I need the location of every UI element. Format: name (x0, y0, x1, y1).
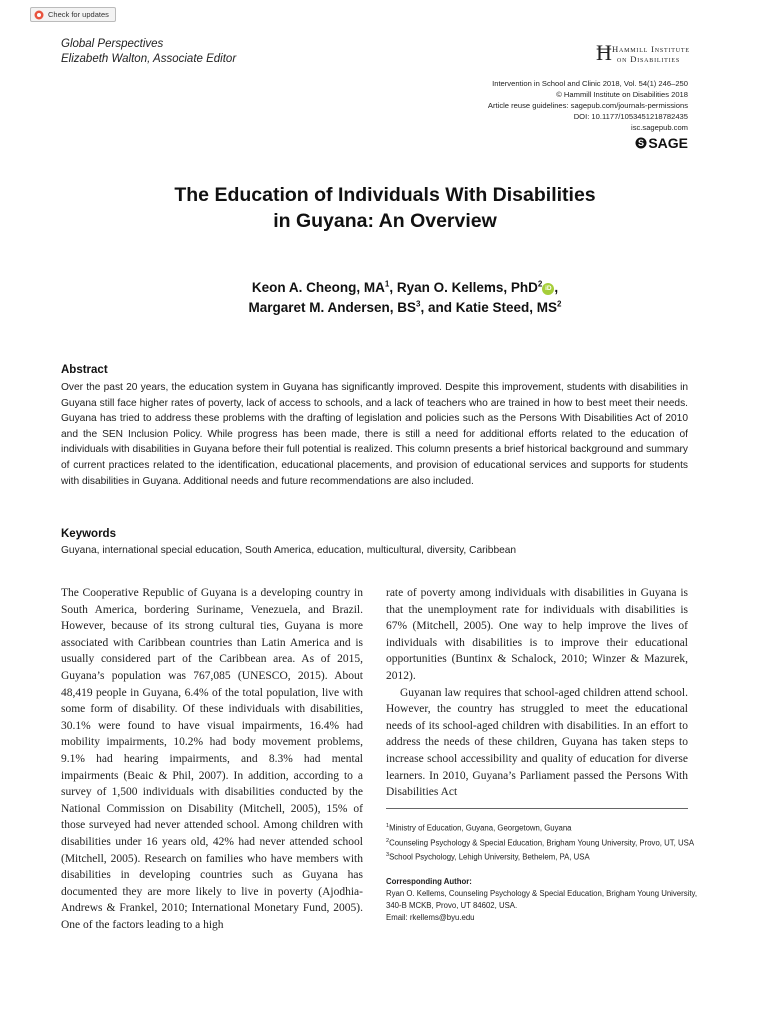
affiliation-sup: 3 (416, 299, 421, 309)
publication-info (488, 78, 688, 133)
affiliation-1 (386, 820, 706, 835)
corresponding-author-heading: Corresponding Author: (386, 876, 472, 886)
body-paragraph: Guyanan law requires that school-aged children attend school. However, the country has struggled to meet the educational needs of its school-aged children with disabilities. In an effort to address the needs of these children, Guyana has taken steps to increase school accessibility and quality of education for diverse learners. In 2010, Guyana’s Parliament passed the Persons With Disabilities Act (386, 686, 688, 799)
author-cheong: Keon A. Cheong, MA (251, 280, 385, 295)
article-title (60, 182, 710, 234)
abstract-text: Over the past 20 years, the education system in Guyana has significantly improved. Despite this improvement, students with disabilities in Guyana still face higher rates of poverty, lack of access to schools, and a lack of teachers who are trained in how to best meet their needs. Guyana has tried to address these problems with the drafting of legislation and policies such as the Persons With Disabilities Act of 2010 and the SEN Inclusion Policy. While progress has been made, there is still a need for additional efforts related to the education of individuals with disabilities in Guyana before their full potential is realized. This column presents a brief historical background and summary of current practices related to the identification, educational placements, and provision of educational services and supports for students with disabilities in Guyana. Additional needs and future recommendations are also included. (61, 382, 688, 487)
corresponding-author-email[interactable]: Email: rkellems@byu.edu (386, 912, 475, 922)
column-header (61, 37, 236, 67)
sage-wordmark: SAGE (648, 135, 688, 151)
body-paragraph: The Cooperative Republic of Guyana is a developing country in South America, bordering Suriname, Venezuela, and Brazil. However, because of its strong cultural ties, Guyana is more associated with Caribbean countries than Latin America and is usually considered part of the Caribbean area. As of 2015, Guyana’s population was 767,085 (UNESCO, 2015). About 48,419 people in Guyana, 6.4% of the total population, live with some form of disability. Of these individuals with disabilities, 30.1% were found to have visual impairments, 16.4% had mobility impairments, 10.2% had body movement problems, 9.1% had hearing impairments, and 8.3% had mental impairments (Beaic & Phil, 2007). In addition, according to a survey of 1,500 individuals with disabilities conducted by the National Commission on Disability (Mitchell, 2005), 15% of those surveyed had never attended school. Among children with disabilities under 16 years old, 42% had never attended school (Mitchell, 2005). Research on families who have members with disabilities in developing countries such as Guyana has documented they are more likely to live in poverty (Ajodhia-Andrews & Frankel, 2010; International Monetary Fund, 2005). One of the factors leading to a high (61, 587, 363, 931)
footnotes (386, 820, 706, 924)
orcid-icon[interactable]: iD (542, 283, 554, 295)
affiliation-text: Counseling Psychology & Special Education, Brigham Young University, Provo, UT, USA (389, 838, 695, 848)
keywords-text: Guyana, international special education, South America, education, multicultural, diversity, Caribbean (61, 545, 517, 556)
check-updates-label: Check for updates (48, 10, 109, 19)
check-updates-icon (34, 10, 44, 20)
body-column-right (386, 585, 688, 801)
associate-editor: Elizabeth Walton, Associate Editor (61, 53, 237, 65)
affiliation-sup: 1 (386, 823, 390, 829)
affiliation-text: Ministry of Education, Guyana, Georgetown, Guyana (389, 823, 572, 833)
author-separator: , (554, 280, 559, 295)
footnote-divider (386, 808, 688, 809)
abstract-heading: Abstract (61, 364, 108, 376)
hi-monogram-icon: Ħ (596, 40, 612, 65)
sage-logo (635, 135, 688, 151)
logo-line-1: Hammill Institute (612, 44, 690, 54)
body-paragraph: rate of poverty among individuals with disabilities in Guyana is that the unemployment rate for individuals with disabilities is 67% (Mitchell, 2005). One way to help improve the lives of individuals with disabilities is to improve their educational opportunities (Buntinx & Schalock, 2010; Winzer & Mazurek, 2012). (386, 587, 688, 682)
affiliation-sup: 3 (386, 852, 390, 859)
author-list (60, 278, 750, 318)
body-column-left (61, 585, 363, 933)
affiliation-sup: 1 (384, 279, 390, 289)
affiliation-text: School Psychology, Lehigh University, Bethelem, PA, USA (389, 852, 590, 862)
title-line-1: The Education of Individuals With Disabilities (174, 184, 596, 206)
author-steed: , and Katie Steed, MS (420, 300, 558, 315)
title-line-2: in Guyana: An Overview (273, 210, 497, 232)
doi-link[interactable]: DOI: 10.1177/1053451218782435 (573, 112, 688, 121)
affiliation-sup: 2 (557, 299, 562, 309)
journal-website-link[interactable]: isc.sagepub.com (631, 123, 688, 132)
author-kellems: , Ryan O. Kellems, PhD (389, 280, 538, 295)
affiliation-sup: 2 (386, 837, 390, 844)
check-for-updates-button[interactable] (30, 7, 116, 22)
logo-line-2: on Disabilities (617, 54, 681, 64)
author-line-2 (60, 298, 750, 318)
affiliation-2 (386, 835, 706, 850)
keywords-heading: Keywords (61, 528, 116, 540)
affiliation-sup: 2 (537, 279, 543, 289)
svg-text:S: S (638, 138, 645, 149)
section-title: Global Perspectives (61, 38, 164, 50)
reuse-guidelines: Article reuse guidelines: sagepub.com/journals-permissions (487, 101, 688, 110)
hammill-institute-logo (596, 42, 716, 72)
journal-citation: Intervention in School and Clinic 2018, Vol. 54(1) 246–250 (492, 79, 688, 88)
author-line-1 (60, 278, 750, 298)
copyright: © Hammill Institute on Disabilities 2018 (556, 90, 688, 99)
corresponding-author-address: Ryan O. Kellems, Counseling Psychology & Special Education, Brigham Young University, 340-B MCKB, Provo, UT 84602, USA. (386, 888, 698, 910)
affiliation-3 (386, 849, 706, 864)
author-andersen: Margaret M. Andersen, BS (248, 300, 417, 315)
sage-s-icon (635, 137, 647, 149)
